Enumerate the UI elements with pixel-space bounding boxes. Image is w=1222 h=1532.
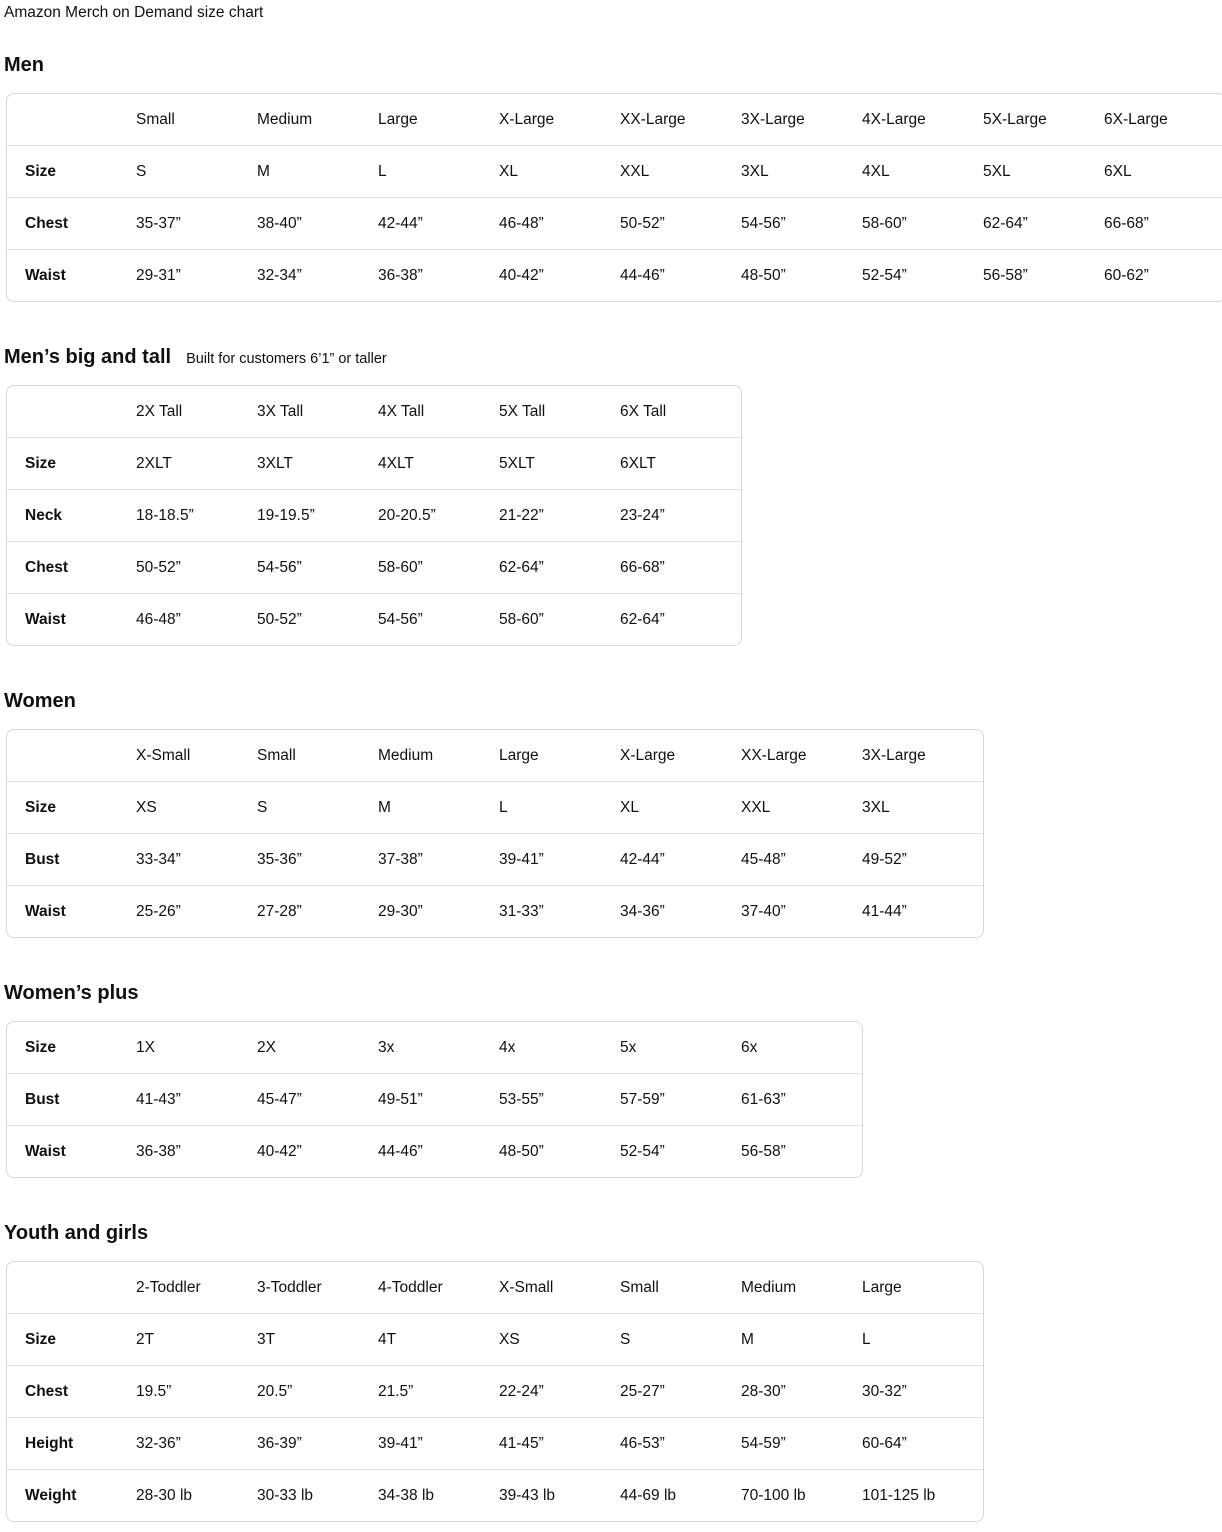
column-header: XX-Large <box>620 110 686 128</box>
table-row <box>7 541 741 593</box>
section-head <box>4 54 1218 77</box>
table-cell: 23-24” <box>620 506 665 524</box>
table-cell: XXL <box>741 798 771 816</box>
table-cell: 41-43” <box>136 1090 181 1108</box>
table-cell: 44-46” <box>620 266 665 284</box>
table-cell: L <box>378 162 387 180</box>
table-row <box>7 437 741 489</box>
column-header: Small <box>136 110 175 128</box>
table-cell: 58-60” <box>862 214 907 232</box>
table-cell: 37-38” <box>378 850 423 868</box>
table-cell: S <box>136 162 147 180</box>
table-cell: 4x <box>499 1038 516 1056</box>
table-cell: 49-52” <box>862 850 907 868</box>
table-cell: 5XL <box>983 162 1011 180</box>
table-cell: 41-45” <box>499 1434 544 1452</box>
page-title: Amazon Merch on Demand size chart <box>4 4 264 21</box>
table-cell: 6x <box>741 1038 758 1056</box>
table-header-row <box>7 386 741 437</box>
table-cell: 21-22” <box>499 506 544 524</box>
table-cell: 39-41” <box>499 850 544 868</box>
column-header: 6X-Large <box>1104 110 1168 128</box>
table-cell: L <box>499 798 508 816</box>
table-cell: XXL <box>620 162 650 180</box>
size-section-mens-big-and-tall <box>4 346 1218 646</box>
column-header: 3X Tall <box>257 402 304 420</box>
table-cell: 70-100 lb <box>741 1486 806 1504</box>
column-header: Large <box>862 1278 902 1296</box>
table-cell: 66-68” <box>620 558 665 576</box>
table-cell: 2XLT <box>136 454 172 472</box>
column-header: 3X-Large <box>862 746 926 764</box>
table-cell: M <box>257 162 270 180</box>
column-header: 3X-Large <box>741 110 805 128</box>
table-cell: 3XLT <box>257 454 293 472</box>
table-cell: 50-52” <box>620 214 665 232</box>
table-cell: S <box>257 798 268 816</box>
column-header: Large <box>378 110 418 128</box>
column-header: 2-Toddler <box>136 1278 201 1296</box>
section-heading: Youth and girls <box>4 1222 149 1244</box>
table-cell: 62-64” <box>499 558 544 576</box>
column-header: Medium <box>378 746 434 764</box>
table-cell: 18-18.5” <box>136 506 194 524</box>
size-section-youth-and-girls <box>4 1222 1218 1522</box>
size-section-womens-plus <box>4 982 1218 1178</box>
table-row <box>7 249 1222 301</box>
table-cell: 3T <box>257 1330 276 1348</box>
table-cell: 3x <box>378 1038 395 1056</box>
table-cell: 54-56” <box>257 558 302 576</box>
table-cell: 66-68” <box>1104 214 1149 232</box>
column-header: Small <box>620 1278 659 1296</box>
table-cell: 37-40” <box>741 902 786 920</box>
row-label: Chest <box>25 1382 69 1400</box>
table-cell: 42-44” <box>620 850 665 868</box>
table-cell: 58-60” <box>499 610 544 628</box>
column-header: Medium <box>741 1278 797 1296</box>
size-table <box>6 1021 863 1178</box>
column-header: 4X-Large <box>862 110 926 128</box>
column-header: 5X Tall <box>499 402 546 420</box>
table-row <box>7 1022 862 1073</box>
table-cell: 46-48” <box>499 214 544 232</box>
table-cell: 33-34” <box>136 850 181 868</box>
table-cell: 61-63” <box>741 1090 786 1108</box>
table-cell: M <box>378 798 391 816</box>
table-cell: 32-36” <box>136 1434 181 1452</box>
section-heading: Women <box>4 690 76 712</box>
column-header: 6X Tall <box>620 402 667 420</box>
section-head <box>4 346 1218 369</box>
table-cell: 31-33” <box>499 902 544 920</box>
table-cell: 44-69 lb <box>620 1486 677 1504</box>
table-cell: 32-34” <box>257 266 302 284</box>
section-heading: Women’s plus <box>4 982 139 1004</box>
column-header: 5X-Large <box>983 110 1047 128</box>
table-cell: 1X <box>136 1038 155 1056</box>
table-row <box>7 885 983 937</box>
table-cell: 40-42” <box>499 266 544 284</box>
row-label: Size <box>25 454 57 472</box>
table-cell: 57-59” <box>620 1090 665 1108</box>
table-cell: 2T <box>136 1330 155 1348</box>
table-cell: 36-38” <box>378 266 423 284</box>
table-header-row <box>7 94 1222 145</box>
table-cell: 28-30 lb <box>136 1486 193 1504</box>
size-section-men <box>4 54 1218 302</box>
table-cell: 48-50” <box>741 266 786 284</box>
table-row <box>7 145 1222 197</box>
table-row <box>7 593 741 645</box>
table-cell: 39-43 lb <box>499 1486 556 1504</box>
table-cell: 6XLT <box>620 454 656 472</box>
row-label: Neck <box>25 506 63 524</box>
row-label: Height <box>25 1434 74 1452</box>
size-table <box>6 93 1222 302</box>
section-heading: Men’s big and tall <box>4 346 172 368</box>
table-cell: 34-36” <box>620 902 665 920</box>
row-label: Chest <box>25 558 69 576</box>
row-label: Size <box>25 1330 57 1348</box>
table-cell: 56-58” <box>741 1142 786 1160</box>
table-cell: 101-125 lb <box>862 1486 936 1504</box>
table-cell: 27-28” <box>257 902 302 920</box>
table-cell: 22-24” <box>499 1382 544 1400</box>
table-cell: 46-48” <box>136 610 181 628</box>
table-cell: 25-26” <box>136 902 181 920</box>
table-cell: M <box>741 1330 754 1348</box>
table-cell: 44-46” <box>378 1142 423 1160</box>
table-header-row <box>7 730 983 781</box>
table-cell: 5XLT <box>499 454 535 472</box>
table-cell: 60-64” <box>862 1434 907 1452</box>
column-header: X-Small <box>136 746 191 764</box>
table-cell: 49-51” <box>378 1090 423 1108</box>
table-cell: 29-30” <box>378 902 423 920</box>
table-cell: 29-31” <box>136 266 181 284</box>
table-cell: 34-38 lb <box>378 1486 435 1504</box>
column-header: 2X Tall <box>136 402 183 420</box>
size-table <box>6 1261 984 1522</box>
table-cell: XL <box>499 162 518 180</box>
table-cell: XS <box>499 1330 520 1348</box>
table-cell: 62-64” <box>620 610 665 628</box>
table-cell: 50-52” <box>257 610 302 628</box>
row-label: Bust <box>25 850 60 868</box>
section-head <box>4 982 1218 1005</box>
table-cell: L <box>862 1330 871 1348</box>
column-header: 4X Tall <box>378 402 425 420</box>
table-cell: 41-44” <box>862 902 907 920</box>
table-cell: 42-44” <box>378 214 423 232</box>
table-cell: 35-36” <box>257 850 302 868</box>
table-row <box>7 1417 983 1469</box>
row-label: Weight <box>25 1486 77 1504</box>
column-header: Medium <box>257 110 313 128</box>
table-cell: 3XL <box>741 162 769 180</box>
column-header: Large <box>499 746 539 764</box>
table-cell: 48-50” <box>499 1142 544 1160</box>
row-label: Bust <box>25 1090 60 1108</box>
size-table <box>6 385 742 646</box>
table-cell: 52-54” <box>620 1142 665 1160</box>
table-cell: 3XL <box>862 798 890 816</box>
column-header: X-Large <box>620 746 676 764</box>
table-header-row <box>7 1262 983 1313</box>
table-cell: 36-38” <box>136 1142 181 1160</box>
column-header: 3-Toddler <box>257 1278 322 1296</box>
size-section-women <box>4 690 1218 938</box>
row-label: Size <box>25 798 57 816</box>
table-cell: 21.5” <box>378 1382 414 1400</box>
table-cell: 45-47” <box>257 1090 302 1108</box>
table-row <box>7 489 741 541</box>
row-label: Chest <box>25 214 69 232</box>
table-cell: XL <box>620 798 639 816</box>
column-header: Small <box>257 746 296 764</box>
table-cell: 20-20.5” <box>378 506 436 524</box>
row-label: Waist <box>25 1142 66 1160</box>
section-subtitle: Built for customers 6’1” or taller <box>186 351 387 367</box>
table-row <box>7 1365 983 1417</box>
row-label: Waist <box>25 902 66 920</box>
table-cell: 54-59” <box>741 1434 786 1452</box>
row-label: Waist <box>25 610 66 628</box>
table-cell: 54-56” <box>741 214 786 232</box>
table-cell: XS <box>136 798 157 816</box>
size-table <box>6 729 984 938</box>
table-cell: 28-30” <box>741 1382 786 1400</box>
table-cell: 4XL <box>862 162 890 180</box>
table-cell: 6XL <box>1104 162 1132 180</box>
row-label: Size <box>25 1038 57 1056</box>
sections-container <box>4 54 1218 1522</box>
table-row <box>7 833 983 885</box>
table-cell: 30-33 lb <box>257 1486 314 1504</box>
table-cell: 4T <box>378 1330 397 1348</box>
table-cell: 50-52” <box>136 558 181 576</box>
table-cell: 30-32” <box>862 1382 907 1400</box>
table-cell: 5x <box>620 1038 637 1056</box>
section-head <box>4 1222 1218 1245</box>
column-header: XX-Large <box>741 746 807 764</box>
section-head <box>4 690 1218 713</box>
table-cell: 46-53” <box>620 1434 665 1452</box>
table-cell: 38-40” <box>257 214 302 232</box>
section-heading: Men <box>4 54 44 76</box>
table-cell: 54-56” <box>378 610 423 628</box>
table-cell: 4XLT <box>378 454 414 472</box>
table-cell: 58-60” <box>378 558 423 576</box>
row-label: Waist <box>25 266 66 284</box>
table-cell: 40-42” <box>257 1142 302 1160</box>
row-label: Size <box>25 162 57 180</box>
table-cell: 19.5” <box>136 1382 172 1400</box>
table-cell: 52-54” <box>862 266 907 284</box>
column-header: X-Large <box>499 110 555 128</box>
table-row <box>7 1073 862 1125</box>
table-cell: 20.5” <box>257 1382 293 1400</box>
table-cell: 35-37” <box>136 214 181 232</box>
table-cell: 56-58” <box>983 266 1028 284</box>
table-cell: 25-27” <box>620 1382 665 1400</box>
column-header: 4-Toddler <box>378 1278 443 1296</box>
table-cell: 39-41” <box>378 1434 423 1452</box>
table-row <box>7 1469 983 1521</box>
table-cell: 19-19.5” <box>257 506 315 524</box>
table-cell: S <box>620 1330 631 1348</box>
table-cell: 2X <box>257 1038 276 1056</box>
table-cell: 36-39” <box>257 1434 302 1452</box>
table-cell: 60-62” <box>1104 266 1149 284</box>
table-cell: 45-48” <box>741 850 786 868</box>
table-cell: 62-64” <box>983 214 1028 232</box>
table-row <box>7 781 983 833</box>
table-cell: 53-55” <box>499 1090 544 1108</box>
table-row <box>7 1313 983 1365</box>
table-row <box>7 1125 862 1177</box>
column-header: X-Small <box>499 1278 554 1296</box>
table-row <box>7 197 1222 249</box>
